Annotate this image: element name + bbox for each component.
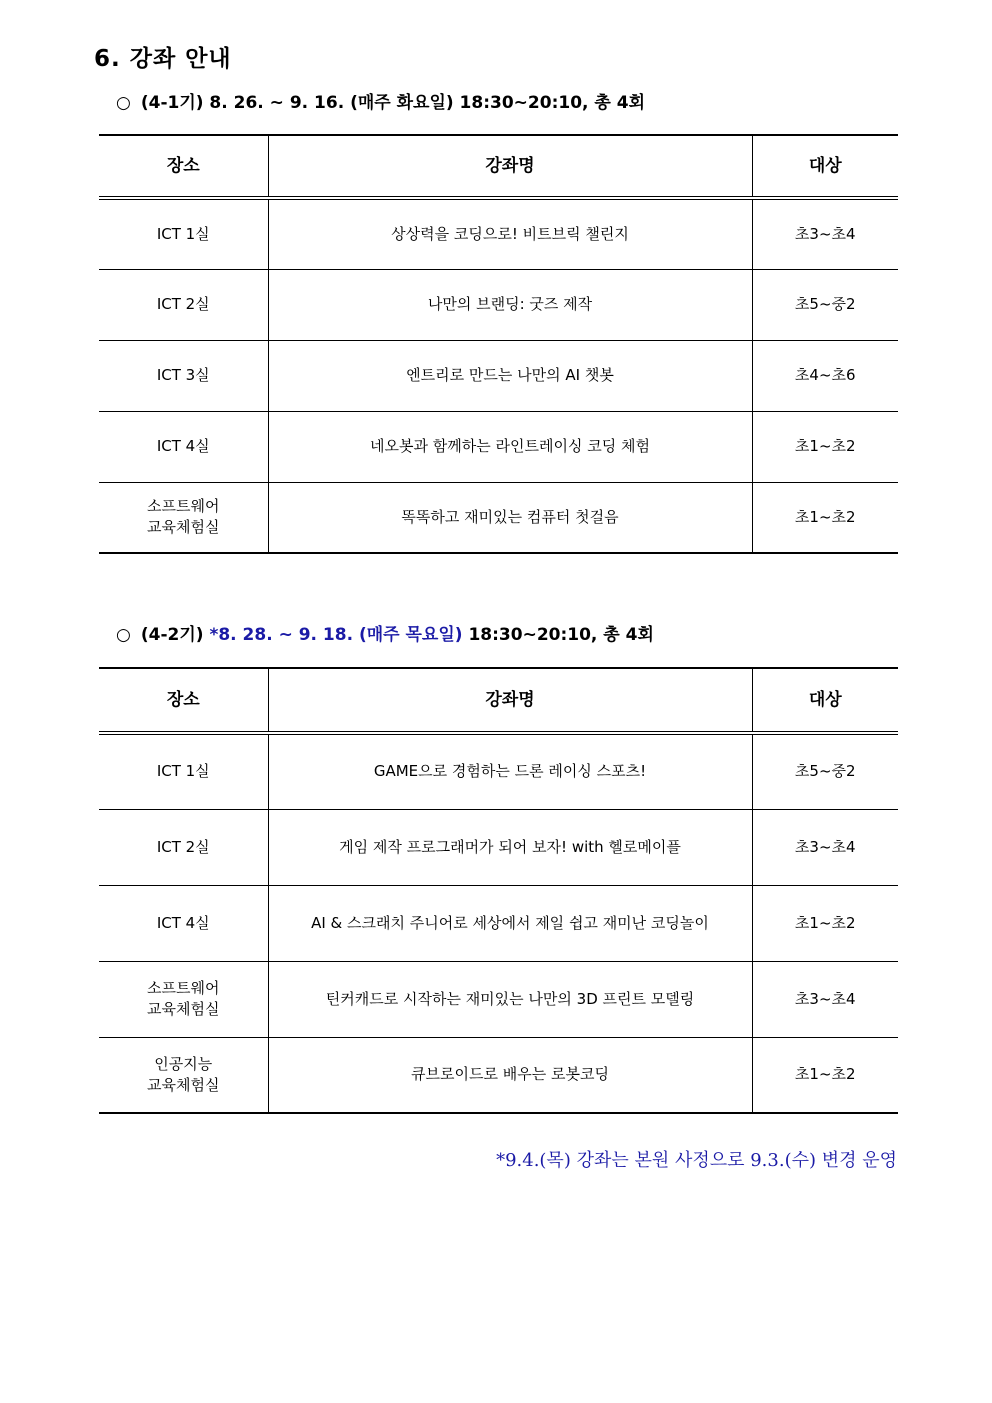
cell-target: 초3~초4 (752, 198, 898, 269)
cell-place: ICT 3실 (156, 366, 210, 384)
table-row (99, 809, 898, 885)
course-table-1-body (99, 198, 898, 553)
course-table-2-body (99, 733, 898, 1113)
bullet-circle-icon: ○ (116, 625, 131, 645)
cell-target: 초1~초2 (752, 411, 898, 482)
cell-place: ICT 2실 (156, 295, 210, 313)
cell-target: 초1~초2 (752, 1037, 898, 1113)
header-target: 대상 (752, 135, 898, 198)
cell-place: ICT 2실 (156, 837, 210, 856)
cell-target: 초1~초2 (752, 885, 898, 961)
cell-course: 엔트리로 만드는 나만의 AI 챗봇 (268, 340, 752, 411)
table-row (99, 885, 898, 961)
cell-place: ICT 1실 (156, 224, 210, 243)
header-place: 장소 (99, 135, 268, 198)
cell-course: 큐브로이드로 배우는 로봇코딩 (268, 1037, 752, 1113)
cell-target: 초5~중2 (752, 733, 898, 809)
table-row (99, 269, 898, 340)
header-place: 장소 (99, 668, 268, 733)
session-2-prefix: (4-2기) (140, 625, 210, 645)
cell-course: 게임 제작 프로그래머가 되어 보자! with 헬로메이플 (268, 809, 752, 885)
cell-place: ICT 4실 (156, 437, 210, 455)
cell-target: 초4~초6 (752, 340, 898, 411)
bullet-circle-icon: ○ (116, 93, 131, 113)
section-title: 6. 강좌 안내 (94, 46, 232, 72)
course-table-2 (99, 667, 898, 1114)
cell-place: 소프트웨어 교육체험실 (147, 497, 220, 537)
session-1-text: (4-1기) 8. 26. ~ 9. 16. (매주 화요일) 18:30~20:10, 총 4회 (140, 93, 645, 113)
table-row (99, 482, 898, 553)
cell-target: 초1~초2 (752, 482, 898, 553)
session-2-info (116, 620, 654, 645)
cell-course: 네오봇과 함께하는 라인트레이싱 코딩 체험 (268, 411, 752, 482)
header-target: 대상 (752, 668, 898, 733)
cell-place: 소프트웨어 교육체험실 (147, 979, 220, 1018)
cell-course: 나만의 브랜딩: 굿즈 제작 (268, 269, 752, 340)
cell-target: 초3~초4 (752, 961, 898, 1037)
table-header-row (99, 668, 898, 733)
cell-course: 틴커캐드로 시작하는 재미있는 나만의 3D 프린트 모델링 (268, 961, 752, 1037)
course-table-1 (99, 134, 898, 554)
table-row (99, 198, 898, 269)
cell-place: 인공지능 교육체험실 (147, 1054, 220, 1094)
cell-target: 초3~초4 (752, 809, 898, 885)
header-course: 강좌명 (268, 668, 752, 733)
table-header-row (99, 135, 898, 198)
session-1-info (116, 88, 645, 113)
cell-place: ICT 4실 (156, 913, 210, 932)
cell-target: 초5~중2 (752, 269, 898, 340)
table-row (99, 411, 898, 482)
table-row (99, 733, 898, 809)
table-row (99, 340, 898, 411)
session-2-highlight: *8. 28. ~ 9. 18. (매주 목요일) (209, 625, 463, 645)
session-2-suffix: 18:30~20:10, 총 4회 (462, 625, 654, 645)
cell-course: 상상력을 코딩으로! 비트브릭 챌린지 (268, 198, 752, 269)
table-row (99, 961, 898, 1037)
cell-course: 똑똑하고 재미있는 컴퓨터 첫걸음 (268, 482, 752, 553)
cell-place: ICT 1실 (156, 762, 210, 781)
footnote: *9.4.(목) 강좌는 본원 사정으로 9.3.(수) 변경 운영 (496, 1150, 897, 1171)
cell-course: GAME으로 경험하는 드론 레이싱 스포츠! (268, 733, 752, 809)
header-course: 강좌명 (268, 135, 752, 198)
table-row (99, 1037, 898, 1113)
cell-course: AI & 스크래치 주니어로 세상에서 제일 쉽고 재미난 코딩놀이 (268, 885, 752, 961)
